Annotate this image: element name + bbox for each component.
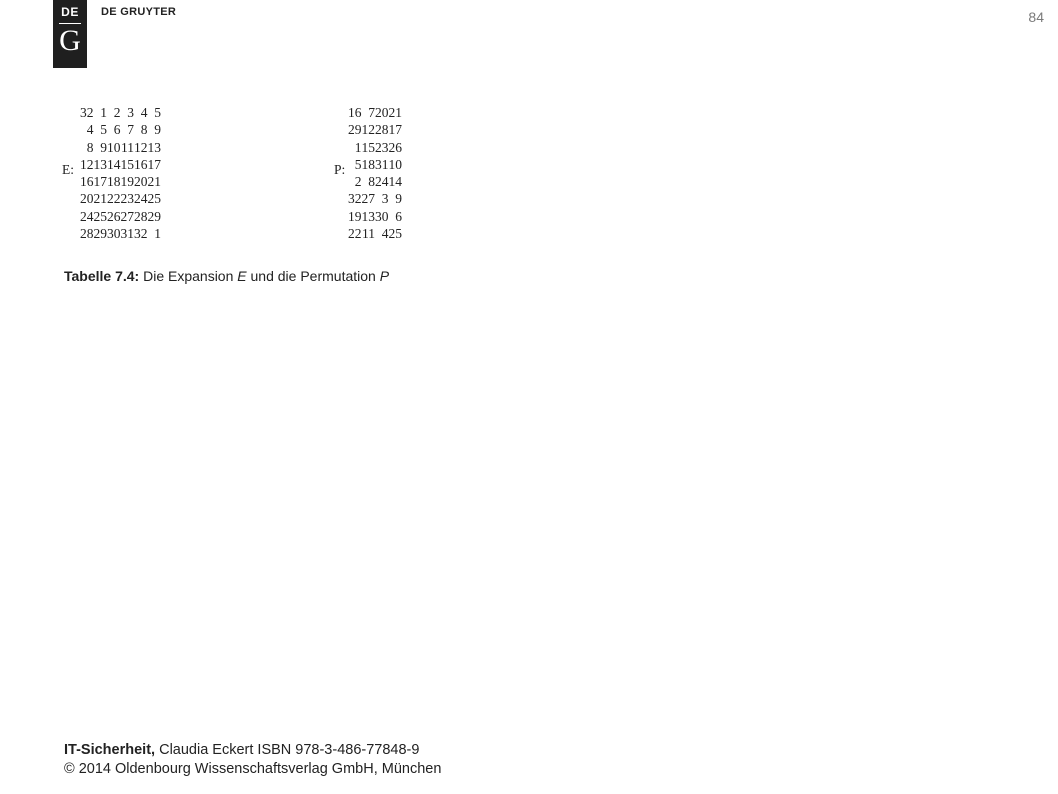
- expansion-table-row: [80, 121, 161, 138]
- expansion-table-row: [80, 208, 161, 225]
- permutation-table-cell: 25: [388, 226, 402, 242]
- expansion-table-cell: 13: [147, 139, 161, 155]
- permutation-table-cell: 27: [361, 191, 375, 207]
- expansion-table-cell: 6: [113, 122, 121, 138]
- permutation-table-row: [348, 156, 402, 173]
- caption-label: Tabelle 7.4:: [64, 268, 140, 284]
- permutation-table-row: [348, 121, 402, 138]
- permutation-table-cell: 14: [388, 174, 402, 190]
- permutation-table-cell: 17: [388, 122, 402, 138]
- expansion-table-cell: 10: [107, 139, 121, 155]
- permutation-table-row: [348, 139, 402, 156]
- expansion-table-cell: 4: [140, 105, 148, 120]
- expansion-table-cell: 14: [107, 156, 121, 172]
- expansion-table-cell: 21: [93, 191, 107, 207]
- permutation-table-cell: 15: [361, 139, 375, 155]
- permutation-table-cell: 30: [375, 208, 389, 224]
- expansion-table-cell: 32: [80, 105, 94, 120]
- permutation-table-cell: 10: [388, 156, 402, 172]
- permutation-table-cell: 24: [375, 174, 389, 190]
- expansion-table-cell: 20: [134, 174, 148, 190]
- expansion-table-cell: 21: [147, 174, 161, 190]
- permutation-table-cell: 1: [354, 139, 362, 155]
- expansion-table-cell: 25: [93, 208, 107, 224]
- book-info: Claudia Eckert ISBN 978-3-486-77848-9: [155, 742, 420, 758]
- permutation-table-row: [348, 190, 402, 207]
- expansion-table-cell: 23: [120, 191, 134, 207]
- expansion-table-cell: 17: [93, 174, 107, 190]
- expansion-table-cell: 20: [80, 191, 94, 207]
- publisher-logo: [53, 0, 87, 68]
- permutation-table-cell: 2: [354, 174, 362, 190]
- caption-italic-e: E: [237, 268, 247, 284]
- permutation-table-row: [348, 173, 402, 190]
- expansion-table-cell: 29: [93, 226, 107, 242]
- permutation-table-cell: 16: [348, 105, 362, 120]
- permutation-table-cell: 22: [348, 226, 362, 242]
- permutation-table-label: P:: [334, 162, 346, 177]
- permutation-table-cell: 18: [361, 156, 375, 172]
- permutation-table-cell: 29: [348, 122, 362, 138]
- expansion-table-cell: 13: [93, 156, 107, 172]
- permutation-table-cell: 28: [375, 122, 389, 138]
- expansion-table-cell: 24: [134, 191, 148, 207]
- footer: [64, 741, 441, 779]
- permutation-table-cell: 8: [368, 174, 375, 190]
- permutation-table-row: [348, 225, 402, 242]
- logo-top-text: DE: [61, 5, 79, 19]
- expansion-table-row: [80, 225, 161, 242]
- expansion-table-cell: 28: [80, 226, 94, 242]
- expansion-table-row: [80, 156, 161, 173]
- expansion-table-row: [80, 104, 161, 121]
- permutation-table-cell: 26: [388, 139, 402, 155]
- expansion-table-label: E:: [62, 162, 74, 177]
- permutation-table-cell: 9: [395, 191, 402, 207]
- expansion-table-cell: 32: [134, 226, 148, 242]
- caption-text-2: und die Permutation: [246, 268, 380, 284]
- permutation-table-row: [348, 104, 402, 121]
- expansion-table-cell: 9: [100, 139, 107, 155]
- expansion-table-cell: 18: [107, 174, 121, 190]
- expansion-table-cell: 5: [100, 122, 107, 138]
- permutation-table-cell: 4: [381, 226, 389, 242]
- permutation-table-cell: 12: [361, 122, 375, 138]
- expansion-table-cell: 24: [80, 208, 94, 224]
- permutation-table-cell: 23: [375, 139, 389, 155]
- book-title: IT-Sicherheit,: [64, 742, 156, 758]
- expansion-table-cell: 1: [100, 105, 107, 120]
- permutation-table-cell: 5: [354, 156, 362, 172]
- publisher-name: DE GRUYTER: [101, 6, 177, 18]
- expansion-table-cell: 8: [140, 122, 148, 138]
- permutation-table-cell: 32: [348, 191, 362, 207]
- expansion-table-cell: 5: [154, 105, 161, 120]
- expansion-table-row: [80, 139, 161, 156]
- expansion-table-cell: 12: [134, 139, 148, 155]
- permutation-table-cell: 31: [375, 156, 389, 172]
- footer-line-1: [64, 741, 441, 760]
- permutation-table-row: [348, 208, 402, 225]
- expansion-table-cell: 29: [147, 208, 161, 224]
- permutation-table-cell: 6: [395, 208, 402, 224]
- permutation-table-cell: 19: [348, 208, 362, 224]
- expansion-table-cell: 2: [113, 105, 121, 120]
- expansion-table-cell: 4: [86, 122, 94, 138]
- permutation-table-cell: 3: [381, 191, 389, 207]
- expansion-table-cell: 30: [107, 226, 121, 242]
- expansion-table-cell: 3: [127, 105, 134, 120]
- permutation-table-cell: 11: [362, 226, 375, 242]
- logo-letter: G: [59, 24, 81, 57]
- expansion-table-cell: 22: [107, 191, 121, 207]
- expansion-table-cell: 16: [80, 174, 94, 190]
- permutation-table: [348, 104, 402, 242]
- expansion-table-cell: 17: [147, 156, 161, 172]
- expansion-table-cell: 9: [154, 122, 161, 138]
- expansion-table-row: [80, 173, 161, 190]
- caption-italic-p: P: [379, 268, 390, 284]
- expansion-table-cell: 15: [120, 156, 134, 172]
- expansion-table-cell: 31: [120, 226, 134, 242]
- expansion-table-cell: 28: [134, 208, 148, 224]
- permutation-table-cell: 21: [388, 105, 402, 120]
- expansion-table-cell: 1: [154, 226, 161, 242]
- expansion-table-cell: 19: [120, 174, 134, 190]
- expansion-table-cell: 26: [107, 208, 121, 224]
- permutation-table-cell: 20: [375, 105, 389, 120]
- caption-text-1: Die Expansion: [139, 268, 238, 284]
- table-caption: [64, 268, 389, 284]
- expansion-table-cell: 11: [121, 139, 134, 155]
- permutation-table-cell: 13: [361, 208, 375, 224]
- page-number: 84: [1028, 9, 1044, 25]
- expansion-table-cell: 7: [127, 122, 134, 138]
- expansion-table-row: [80, 190, 161, 207]
- permutation-table-cell: 7: [368, 105, 375, 120]
- expansion-table-cell: 8: [86, 139, 94, 155]
- expansion-table-cell: 16: [134, 156, 148, 172]
- expansion-table-cell: 25: [147, 191, 161, 207]
- expansion-table-cell: 12: [80, 156, 94, 172]
- expansion-table-cell: 27: [120, 208, 134, 224]
- expansion-table: [80, 104, 161, 242]
- footer-copyright: © 2014 Oldenbourg Wissenschaftsverlag GmbH, München: [64, 761, 442, 777]
